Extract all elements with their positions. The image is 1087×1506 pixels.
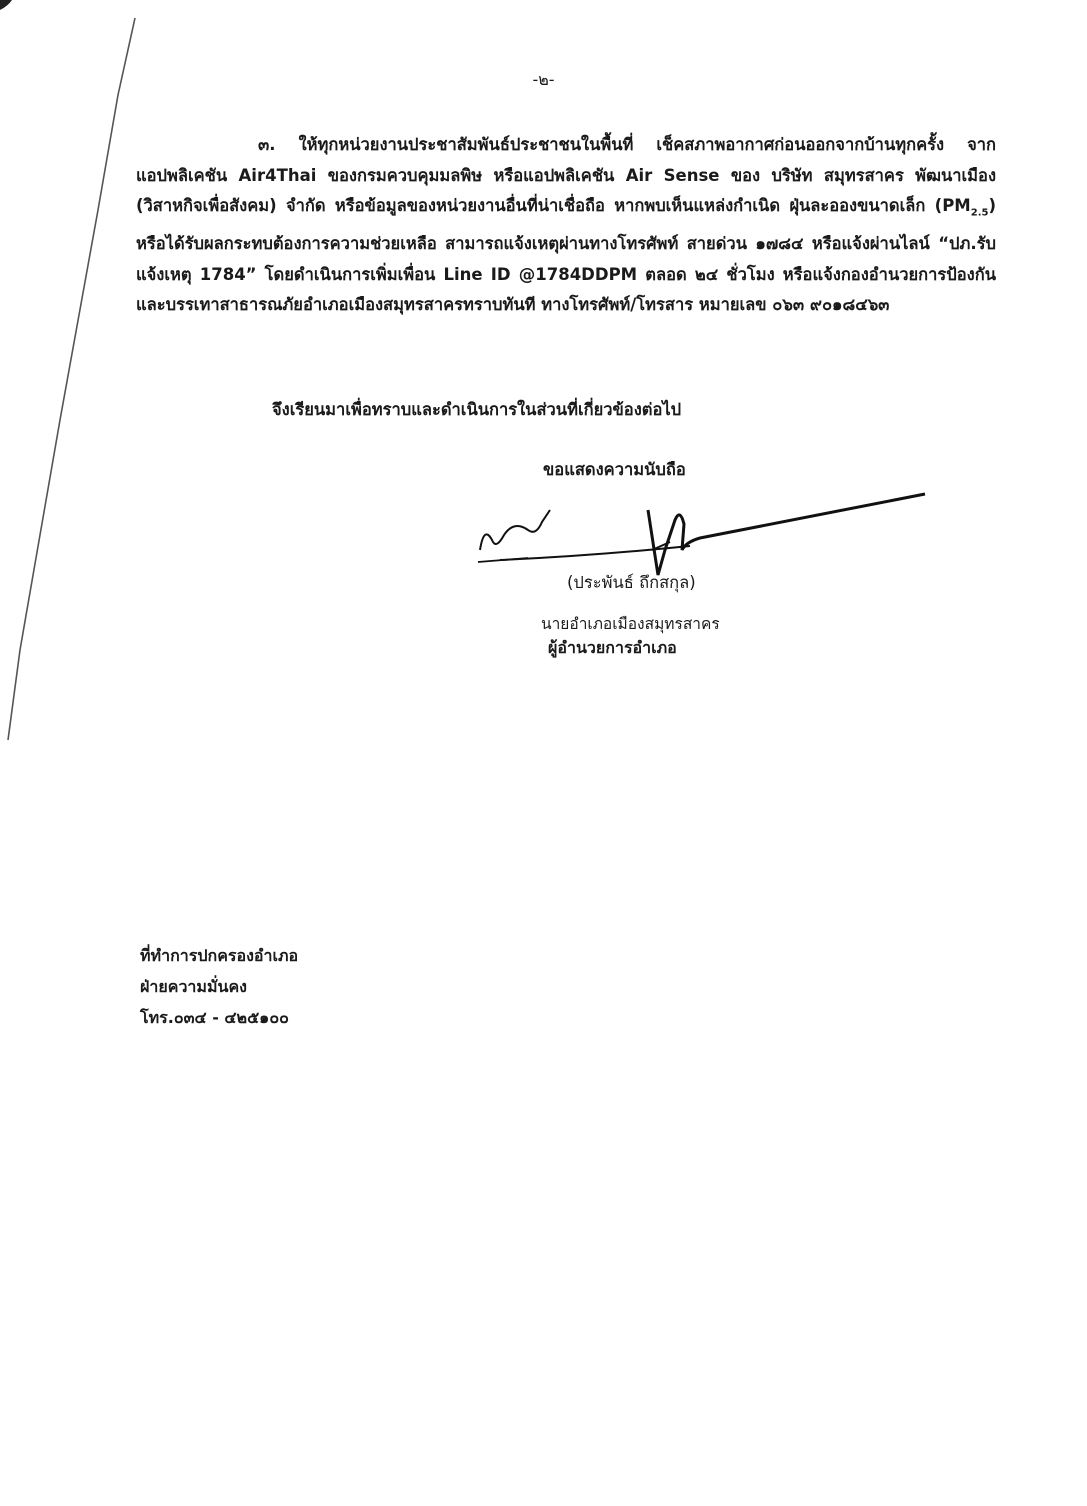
footer-office: ที่ทำการปกครองอำเภอ [140,946,299,965]
sign-off: ขอแสดงความนับถือ [543,460,686,479]
footer-division: ฝ่ายความมั่นคง [140,977,247,996]
signature-image [470,480,940,590]
pm-subscript: 2.5 [970,207,989,219]
page-number: -๒- [532,70,555,89]
document-body [136,130,996,321]
footer-contact [140,940,298,1033]
footer-phone: โทร.๐๓๔ - ๔๒๕๑๐๐ [140,1008,289,1027]
signer-name: (ประพันธ์ ถึกสกุล) [567,573,696,592]
paragraph-3 [136,130,996,321]
paragraph-text-part-2: ) หรือได้รับผลกระทบต้องการความช่วยเหลือ สามารถแจ้งเหตุผ่านทางโทรศัพท์ สายด่วน ๑๗๘๔ หรือแจ้งผ่านไลน์ “ปภ.รับแจ้งเหตุ 1784” โดยดำเนินการเพิ่มเพื่อน Line ID @1784DDPM ตลอด ๒๔ ชั่วโมง หรือแจ้งกองอำนวยการป้องกันและบรรเทาสาธารณภัยอำเภอเมืองสมุทรสาครทราบทันที ทางโทรศัพท์/โทรสาร หมายเลข ๐๖๓ ๙๐๑๘๔๖๓ [136,196,996,315]
signer-title: ผู้อำนวยการอำเภอ [548,638,677,657]
closing-line: จึงเรียนมาเพื่อทราบและดำเนินการในส่วนที่เกี่ยวข้องต่อไป [272,400,682,419]
signer-position: นายอำเภอเมืองสมุทรสาคร [541,615,720,633]
paragraph-text-part-1: ๓. ให้ทุกหน่วยงานประชาสัมพันธ์ประชาชนในพื้นที่ เช็คสภาพอากาศก่อนออกจากบ้านทุกครั้ง จากแอปพลิเคชัน Air4Thai ของกรมควบคุมมลพิษ หรือแอปพลิเคชัน Air Sense ของ บริษัท สมุทรสาคร พัฒนาเมือง (วิสาหกิจเพื่อสังคม) จำกัด หรือข้อมูลของหน่วยงานอื่นที่น่าเชื่อถือ หากพบเห็นแหล่งกำเนิด ฝุ่นละอองขนาดเล็ก (PM [136,135,996,216]
